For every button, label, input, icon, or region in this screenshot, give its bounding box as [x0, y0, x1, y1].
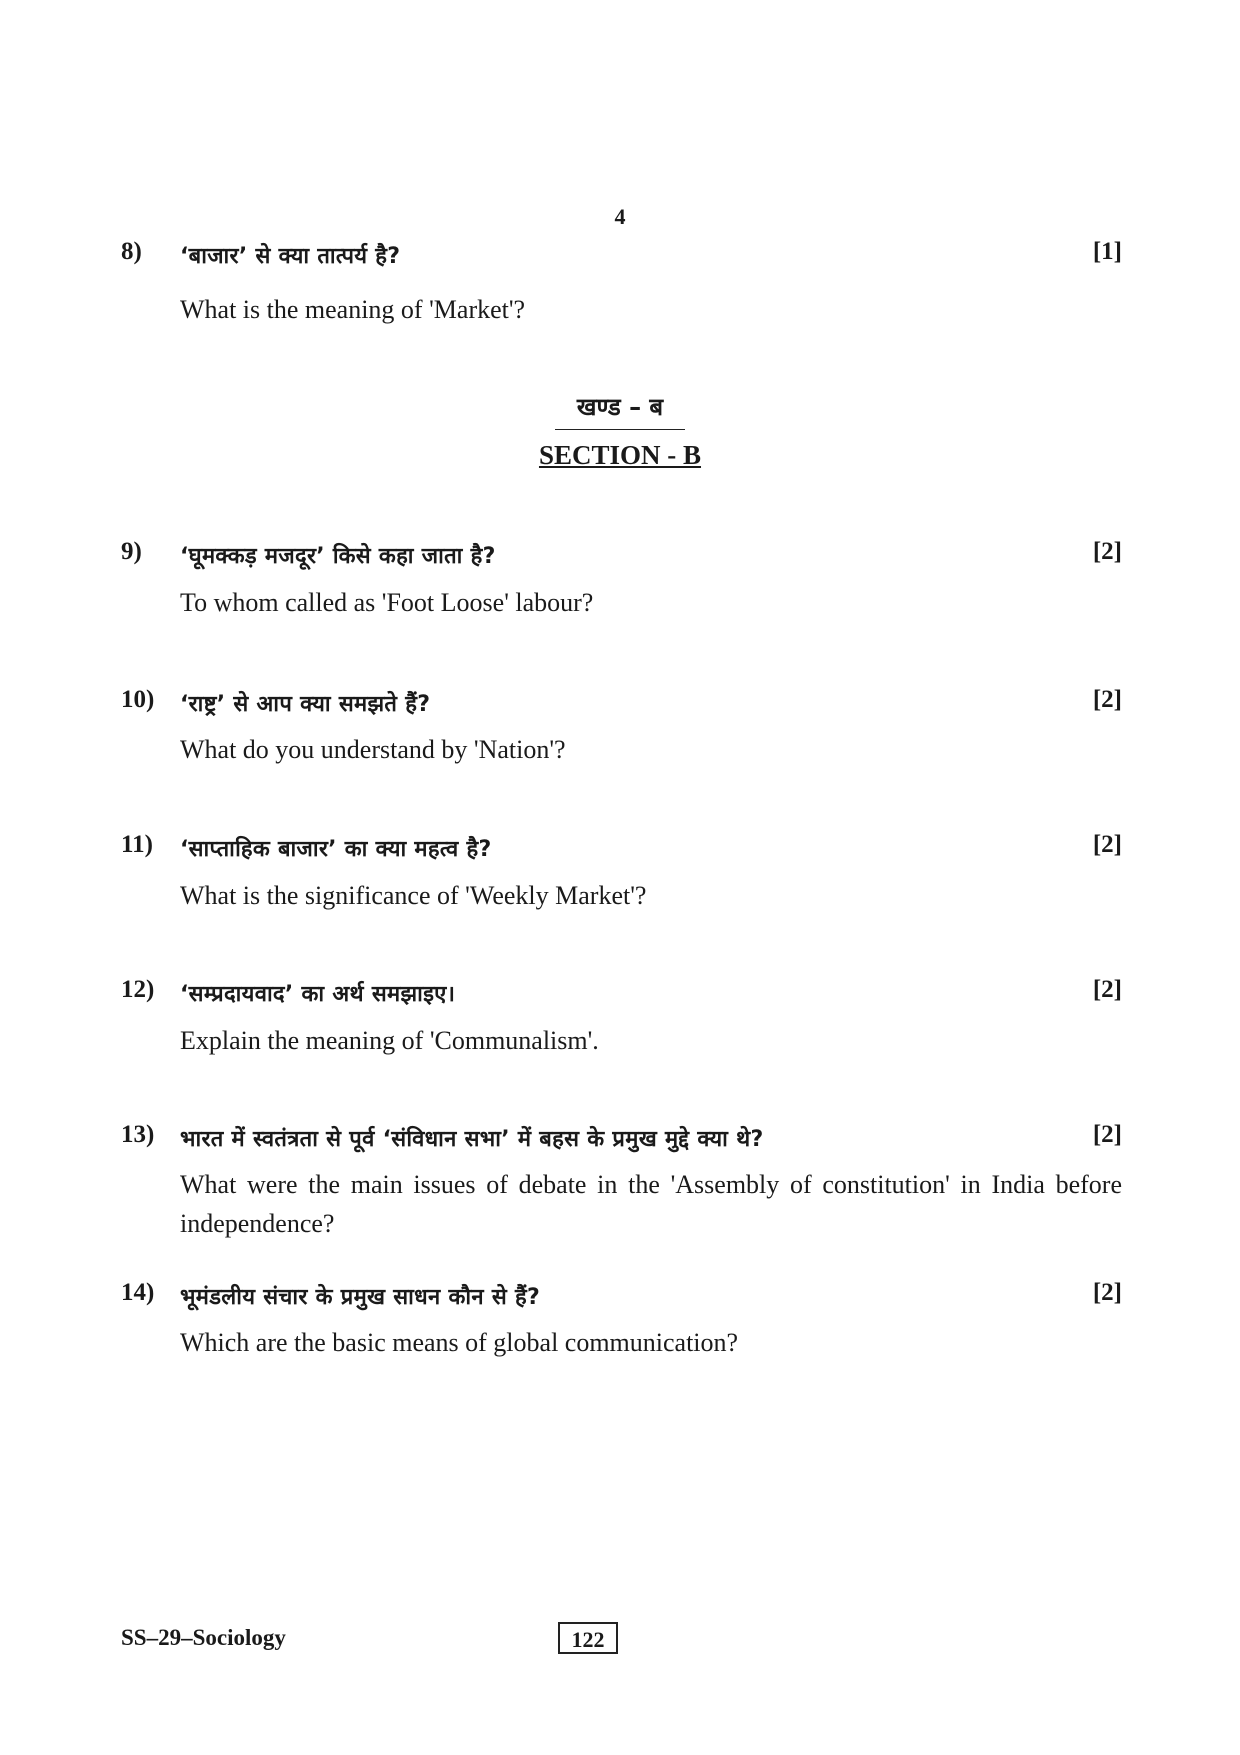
- question-number: 13): [121, 1121, 155, 1148]
- question-english-text: What is the meaning of 'Market'?: [180, 295, 526, 324]
- question-marks: [2]: [1092, 831, 1122, 858]
- paper-code: SS–29–Sociology: [121, 1625, 286, 1650]
- question-english-text: What is the significance of 'Weekly Market'?: [180, 881, 647, 910]
- question-number: 12): [121, 976, 155, 1003]
- footer-page-number: 122: [558, 1622, 618, 1654]
- section-heading-english: SECTION - B: [538, 440, 702, 470]
- question-number: 8): [121, 238, 142, 265]
- question-english-text: What do you understand by 'Nation'?: [180, 735, 566, 764]
- question-hindi-text: भूमंडलीय संचार के प्रमुख साधन कौन से हैं?: [180, 1285, 541, 1310]
- question-marks: [2]: [1092, 686, 1122, 713]
- question-english-text: Explain the meaning of 'Communalism'.: [180, 1026, 599, 1055]
- question-number: 10): [121, 686, 155, 713]
- page-number-top: 4: [614, 204, 626, 229]
- question-hindi-text: ‘सम्प्रदायवाद’ का अर्थ समझाइए।: [180, 982, 456, 1007]
- question-english-text: Which are the basic means of global communication?: [180, 1328, 739, 1357]
- question-hindi-text: ‘राष्ट्र’ से आप क्या समझते हैं?: [180, 692, 431, 717]
- question-marks: [2]: [1092, 538, 1122, 565]
- question-hindi-text: ‘साप्ताहिक बाजार’ का क्या महत्व है?: [180, 837, 492, 862]
- question-number: 9): [121, 538, 142, 565]
- question-hindi-text: ‘बाजार’ से क्या तात्पर्य है?: [180, 244, 401, 269]
- section-heading-hindi: खण्ड – ब: [555, 390, 685, 430]
- question-hindi-text: ‘घूमक्कड़ मजदूर’ किसे कहा जाता है?: [180, 544, 496, 569]
- question-english-text: To whom called as 'Foot Loose' labour?: [180, 588, 594, 617]
- question-hindi-text: भारत में स्वतंत्रता से पूर्व ‘संविधान सभा’ में बहस के प्रमुख मुद्दे क्या थे?: [180, 1127, 764, 1152]
- question-number: 14): [121, 1279, 155, 1306]
- question-marks: [1]: [1092, 238, 1122, 265]
- question-marks: [2]: [1092, 976, 1122, 1003]
- question-english-text: What were the main issues of debate in the 'Assembly of constitution' in India before independence?: [180, 1170, 1122, 1238]
- question-marks: [2]: [1092, 1279, 1122, 1306]
- question-marks: [2]: [1092, 1121, 1122, 1148]
- question-number: 11): [121, 831, 153, 858]
